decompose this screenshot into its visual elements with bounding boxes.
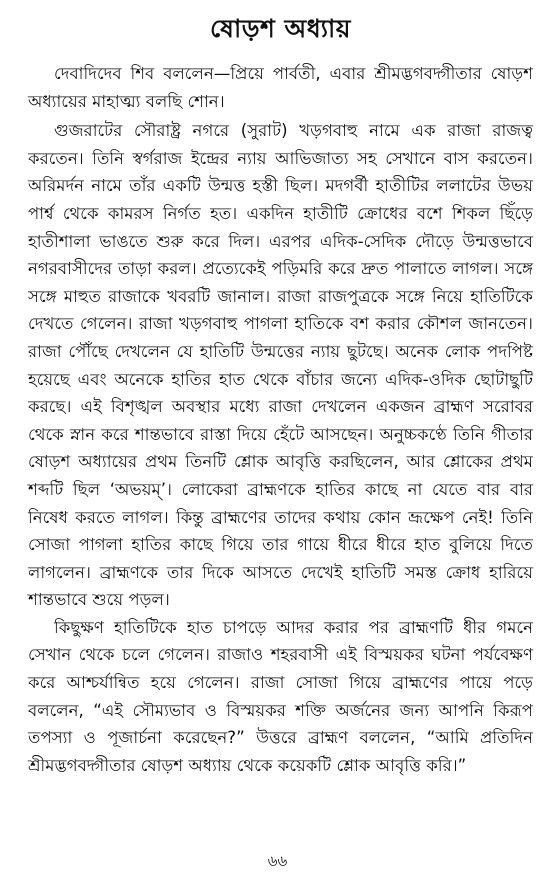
paragraph-conclusion: কিছুক্ষণ হাতিটিকে হাত চাপড়ে আদর করার পর ব্রাহ্মণটি ধীর গমনে সেখান থেকে চলে গেলেন। রাজাও শহরবাসী এই বিস্ময়কর ঘটনা পর্যবেক্ষণ করে আশ্চর্যান্বিত হয়ে গেলেন। রাজা সোজা গিয়ে ব্রাহ্মণের পায়ে পড়ে বললেন, “এই সৌম্যভাব ও বিস্ময়কর শক্তি অর্জনের জন্য আপনি কিরূপ তপস্যা ও পূজার্চনা করেছেন?” উত্তরে ব্রাহ্মণ বললেন, “আমি প্রতিদিন শ্রীমদ্ভগবদ্গীতার ষোড়শ অধ্যায় থেকে কয়েকটি শ্লোক আবৃত্তি করি।” bbox=[28, 617, 533, 775]
chapter-title: ষোড়শ অধ্যায় bbox=[210, 14, 351, 43]
page-number: ৬৬ bbox=[267, 852, 288, 870]
paragraph-story: গুজরাটের সৌরাষ্ট্র নগরে (সুরাট) খড়গবাহু নামে এক রাজা রাজত্ব করতেন। তিনি স্বর্গরাজ ইন্দ্রের ন্যায় আভিজাত্য সহ সেখানে বাস করতেন। অরিমর্দন নামে তাঁর একটি উন্মত্ত হস্তী ছিল। মদগর্বী হাতীটির ললাটের উভয় পার্শ্ব থেকে কামরস নির্গত হত। একদিন হাতীটি ক্রোধের বশে শিকল ছিঁড়ে হাতীশালা ভাঙতে শুরু করে দিল। এরপর এদিক-সেদিক দৌড়ে উন্মত্তভাবে নগরবাসীদের তাড়া করল। প্রত্যেকেই পড়িমরি করে দ্রুত পালাতে লাগল। সঙ্গে সঙ্গে মাহুত রাজাকে খবরটি জানাল। রাজা রাজপুত্রকে সঙ্গে নিয়ে হাতিটিকে দেখতে গেলেন। রাজা খড়গবাহু পাগলা হাতিকে বশ করার কৌশল জানতেন। রাজা পৌঁছে দেখলেন যে হাতিটি উন্মত্তের ন্যায় ছুটছে। অনেক লোক পদপিষ্ট হয়েছে এবং অনেকে হাতির হাত থেকে বাঁচার জন্যে এদিক-ওদিক ছোটাছুটি করছে। এই বিশৃঙ্খল অবস্থার মধ্যে রাজা দেখলেন একজন ব্রাহ্মণ সরোবর থেকে স্নান করে শান্তভাবে রাস্তা দিয়ে হেঁটে আসছেন। অনুচ্চকণ্ঠে তিনি গীতার ষোড়শ অধ্যায়ের প্রথম তিনটি শ্লোক আবৃত্তি করছিলেন, আর শ্লোকের প্রথম শব্দটি ছিল ‘অভয়ম্’। লোকেরা ব্রাহ্মণকে হাতির কাছে না যেতে বার বার নিষেধ করতে লাগল। কিন্তু ব্রাহ্মণের তাদের কথায় কোন ভ্রূক্ষেপ নেই! তিনি সোজা পাগলা হাতির কাছে গিয়ে তার গায়ে ধীরে ধীরে হাত বুলিয়ে দিতে লাগলেন। ব্রাহ্মণকে তার দিকে আসতে দেখেই হাতিটি সমস্ত ক্রোধ হারিয়ে শান্তভাবে শুয়ে পড়ল। bbox=[28, 121, 533, 610]
chapter-body bbox=[28, 60, 533, 779]
paragraph-intro: দেবাদিদেব শিব বললেন—প্রিয়ে পার্বতী, এবার শ্রীমদ্ভগবদ্গীতার ষোড়শ অধ্যায়ের মাহাত্ম্য বলছি শোন। bbox=[28, 64, 533, 111]
